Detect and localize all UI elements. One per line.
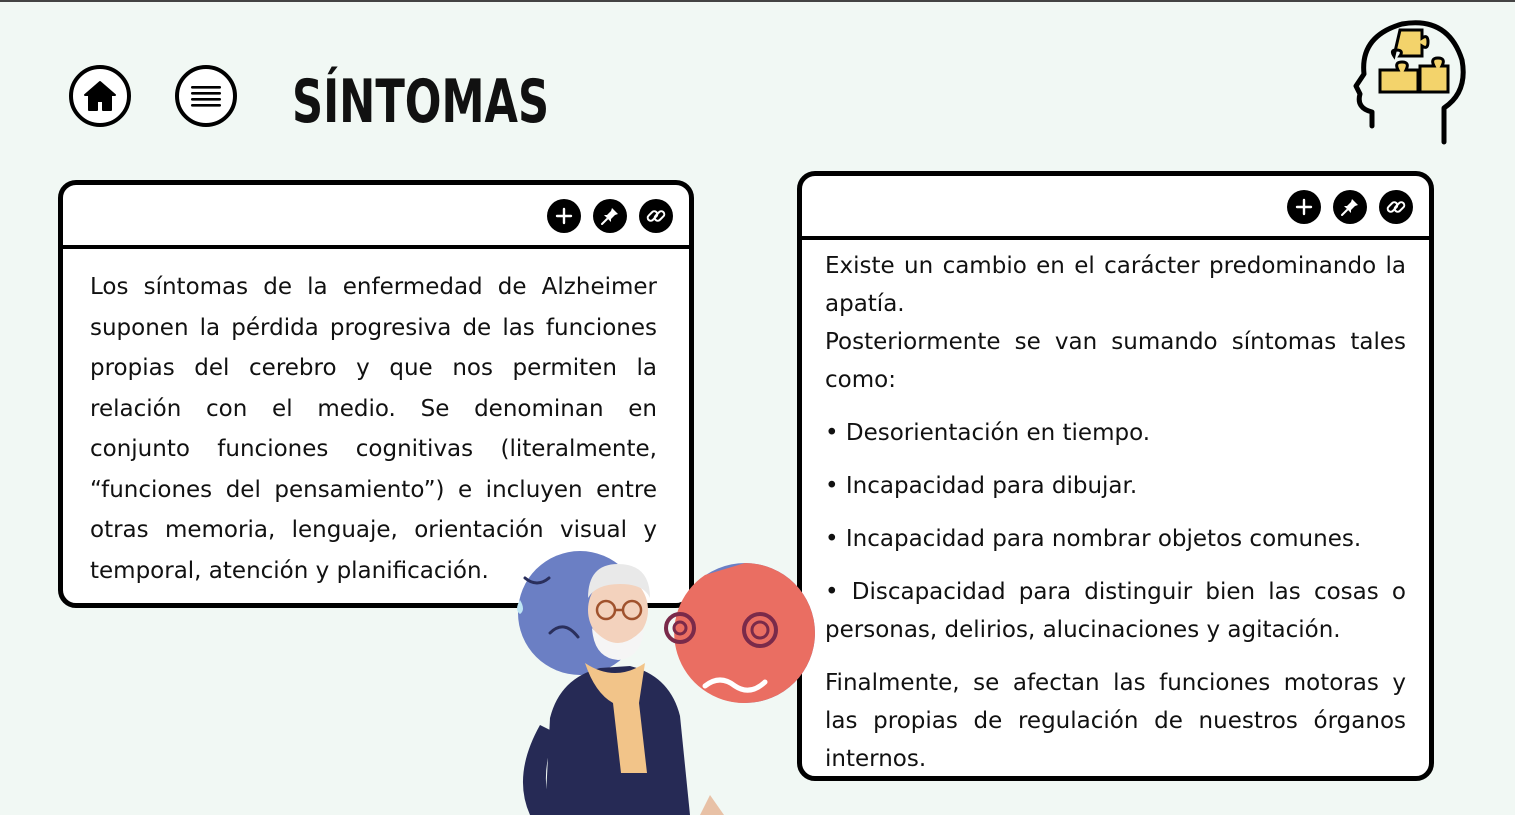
elderly-man-illustration: [490, 548, 820, 815]
page-title: SÍNTOMAS: [292, 67, 550, 137]
hamburger-menu-icon: [190, 84, 222, 108]
menu-button[interactable]: [175, 65, 237, 127]
intro-paragraph: Posteriormente se van sumando síntomas tales como:: [825, 329, 1406, 393]
symptom-bullet: • Incapacidad para dibujar.: [825, 473, 1138, 499]
pin-icon: [1340, 197, 1360, 217]
link-icon: [645, 205, 667, 227]
card-body: [63, 249, 689, 591]
symptom-bullet: • Incapacidad para nombrar objetos comunes.: [825, 526, 1362, 552]
closing-paragraph: Finalmente, se afectan las funciones motoras y las propias de regulación de nuestros órganos internos.: [825, 670, 1406, 772]
add-button[interactable]: [547, 199, 581, 233]
pin-button[interactable]: [1333, 190, 1367, 224]
dizzy-face-icon: [666, 563, 815, 703]
card-body: [802, 240, 1429, 778]
symptom-bullet: • Desorientación en tiempo.: [825, 420, 1151, 446]
home-icon: [83, 80, 117, 112]
symptom-bullet: • Discapacidad para distinguir bien las cosas o personas, delirios, alucinaciones y agitación.: [825, 579, 1406, 643]
link-button[interactable]: [639, 199, 673, 233]
link-button[interactable]: [1379, 190, 1413, 224]
card-header: [63, 185, 689, 249]
home-button[interactable]: [69, 65, 131, 127]
symptoms-list-card: [797, 171, 1434, 781]
pin-button[interactable]: [593, 199, 627, 233]
plus-icon: [1294, 197, 1314, 217]
card-actions: [547, 199, 673, 233]
card-actions: [1287, 190, 1413, 224]
link-icon: [1385, 196, 1407, 218]
plus-icon: [554, 206, 574, 226]
add-button[interactable]: [1287, 190, 1321, 224]
card-header: [802, 176, 1429, 240]
pin-icon: [600, 206, 620, 226]
top-border: [0, 0, 1515, 2]
intro-paragraph: Existe un cambio en el carácter predominando la apatía.: [825, 253, 1406, 317]
symptoms-description: Los síntomas de la enfermedad de Alzheimer suponen la pérdida progresiva de las funciones propias del cerebro y que nos permiten la relación con el medio. Se denominan en conjunto funciones cognitivas (literalmente, “funciones del pensamiento”) e incluyen entre otras memoria, lenguaje, orientación visual y temporal, atención y planificación.: [90, 274, 657, 584]
brain-puzzle-icon: [1352, 16, 1470, 146]
symptoms-intro-card: [58, 180, 694, 608]
